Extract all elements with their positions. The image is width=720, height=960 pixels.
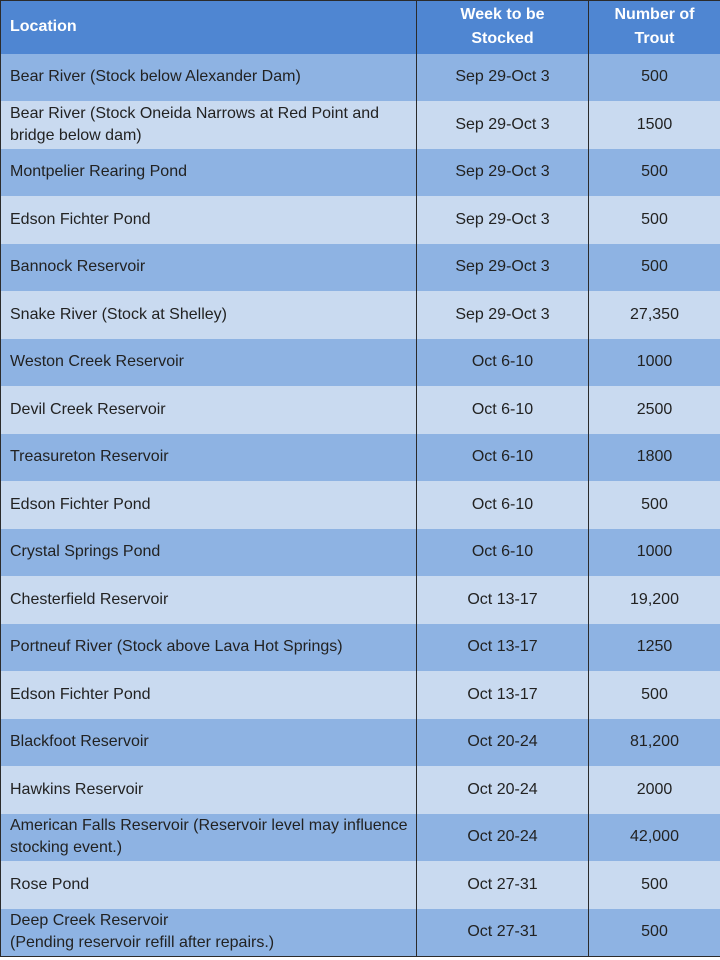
table-row <box>1 149 720 197</box>
table-row <box>1 244 720 292</box>
cell-trout: 500 <box>589 54 720 102</box>
cell-trout: 1800 <box>589 434 720 482</box>
cell-location: Edson Fichter Pond <box>1 481 417 529</box>
cell-location: Portneuf River (Stock above Lava Hot Springs) <box>1 624 417 672</box>
table-row <box>1 814 720 862</box>
cell-week: Oct 6-10 <box>417 386 589 434</box>
table-row <box>1 386 720 434</box>
table-row <box>1 719 720 767</box>
table-row <box>1 624 720 672</box>
cell-week: Sep 29-Oct 3 <box>417 244 589 292</box>
table-header-row <box>1 1 720 54</box>
cell-week: Oct 6-10 <box>417 434 589 482</box>
table-row <box>1 529 720 577</box>
table-row <box>1 54 720 102</box>
table-row <box>1 101 720 149</box>
cell-week: Sep 29-Oct 3 <box>417 54 589 102</box>
cell-location: Blackfoot Reservoir <box>1 719 417 767</box>
cell-location: Bannock Reservoir <box>1 244 417 292</box>
cell-week: Sep 29-Oct 3 <box>417 149 589 197</box>
cell-trout: 500 <box>589 481 720 529</box>
cell-location: Chesterfield Reservoir <box>1 576 417 624</box>
cell-location: Edson Fichter Pond <box>1 671 417 719</box>
header-week-line2: Stocked <box>471 30 534 48</box>
cell-week: Oct 6-10 <box>417 529 589 577</box>
cell-week: Sep 29-Oct 3 <box>417 101 589 149</box>
cell-location: Montpelier Rearing Pond <box>1 149 417 197</box>
cell-week: Oct 13-17 <box>417 671 589 719</box>
cell-week: Oct 20-24 <box>417 814 589 862</box>
table-row <box>1 766 720 814</box>
header-week-line1: Week to be <box>460 6 545 24</box>
cell-week: Oct 27-31 <box>417 909 589 957</box>
cell-trout: 1250 <box>589 624 720 672</box>
cell-location: Bear River (Stock Oneida Narrows at Red Point and bridge below dam) <box>1 101 417 149</box>
table-row <box>1 434 720 482</box>
cell-location: Snake River (Stock at Shelley) <box>1 291 417 339</box>
cell-location: Hawkins Reservoir <box>1 766 417 814</box>
cell-week: Oct 6-10 <box>417 339 589 387</box>
cell-week: Oct 6-10 <box>417 481 589 529</box>
cell-trout: 1000 <box>589 339 720 387</box>
cell-trout: 1500 <box>589 101 720 149</box>
cell-trout: 2000 <box>589 766 720 814</box>
cell-trout: 500 <box>589 244 720 292</box>
cell-trout: 42,000 <box>589 814 720 862</box>
cell-location: Edson Fichter Pond <box>1 196 417 244</box>
header-number <box>589 1 720 54</box>
cell-location-line2: (Pending reservoir refill after repairs.) <box>10 934 275 951</box>
cell-location: Rose Pond <box>1 861 417 909</box>
cell-trout: 500 <box>589 671 720 719</box>
cell-location-line1: Deep Creek Reservoir <box>10 912 169 929</box>
table-row <box>1 671 720 719</box>
cell-week: Oct 13-17 <box>417 576 589 624</box>
cell-trout: 1000 <box>589 529 720 577</box>
cell-week: Sep 29-Oct 3 <box>417 291 589 339</box>
table-row <box>1 481 720 529</box>
cell-trout: 500 <box>589 909 720 957</box>
header-number-line2: Trout <box>634 30 675 48</box>
table-row <box>1 339 720 387</box>
cell-trout: 2500 <box>589 386 720 434</box>
header-number-line1: Number of <box>614 6 695 24</box>
cell-trout: 27,350 <box>589 291 720 339</box>
cell-location: Treasureton Reservoir <box>1 434 417 482</box>
cell-trout: 500 <box>589 861 720 909</box>
cell-location: American Falls Reservoir (Reservoir level may influence stocking event.) <box>1 814 417 862</box>
cell-week: Oct 27-31 <box>417 861 589 909</box>
table-row <box>1 576 720 624</box>
header-location: Location <box>1 1 417 54</box>
table-row <box>1 291 720 339</box>
cell-trout: 19,200 <box>589 576 720 624</box>
table-row <box>1 909 720 957</box>
cell-trout: 81,200 <box>589 719 720 767</box>
cell-week: Oct 20-24 <box>417 719 589 767</box>
cell-week: Oct 13-17 <box>417 624 589 672</box>
cell-location: Bear River (Stock below Alexander Dam) <box>1 54 417 102</box>
cell-week: Oct 20-24 <box>417 766 589 814</box>
cell-trout: 500 <box>589 149 720 197</box>
table-row <box>1 861 720 909</box>
cell-location: Crystal Springs Pond <box>1 529 417 577</box>
cell-week: Sep 29-Oct 3 <box>417 196 589 244</box>
cell-trout: 500 <box>589 196 720 244</box>
cell-location: Weston Creek Reservoir <box>1 339 417 387</box>
cell-location <box>1 909 417 957</box>
cell-location: Devil Creek Reservoir <box>1 386 417 434</box>
table-row <box>1 196 720 244</box>
header-week <box>417 1 589 54</box>
